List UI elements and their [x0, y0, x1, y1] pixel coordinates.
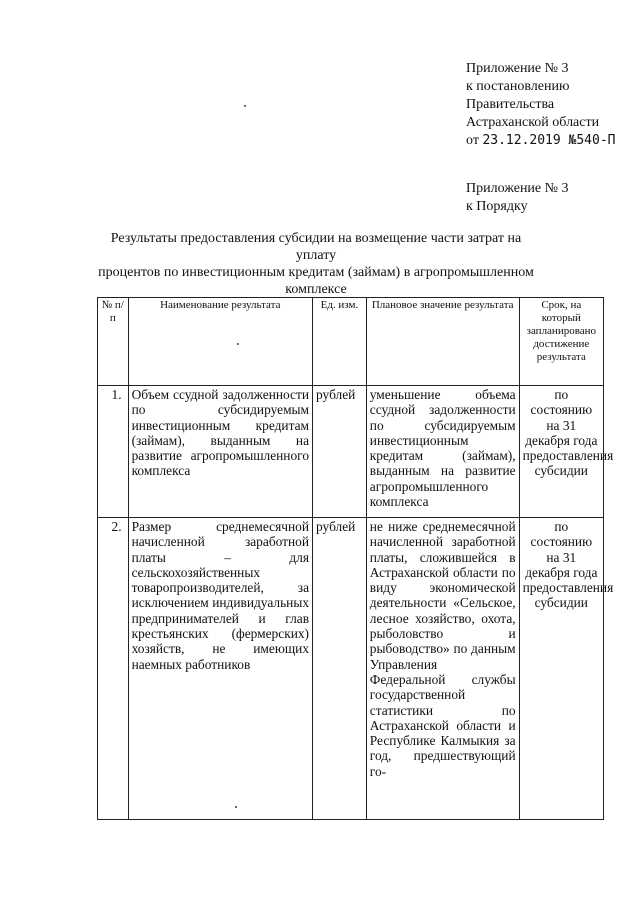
appendix-date-prefix: от — [466, 133, 479, 148]
order-appendix-target: к Порядку — [466, 199, 528, 214]
appendix-government-line: Правительства — [466, 97, 555, 112]
header-num: № п/п — [98, 298, 129, 386]
appendix-date-line — [466, 132, 616, 150]
appendix-date-number: 23.12.2019 №540-П — [482, 133, 616, 148]
table-row — [98, 518, 604, 820]
document-title — [96, 230, 536, 298]
header-unit: Ед. изм. — [313, 298, 367, 386]
header-name: Наименование результата — [128, 298, 312, 386]
row-term: по состоянию на 31 декабря года предоставления субсидии — [519, 518, 603, 820]
scan-speck — [237, 343, 239, 345]
row-num: 1. — [98, 386, 129, 518]
row-plan: не ниже среднемесячной начисленной заработной платы, сложившейся в Астраханской области по виду экономической деятельности «Сельское, лесное хозяйство, охота, рыболовство и рыбоводство» по данным Управления Федеральной службы государственной статистики по Астраханской области и Республике Калмыкия за год, предшествующий го- — [366, 518, 519, 820]
row-name: Размер среднемесячной начисленной заработной платы – для сельскохозяйственных товаропроизводителей, за исключением индивидуальных предпринимателей и глав крестьянских (фермерских) хозяйств, не имеющих наемных работников — [128, 518, 312, 820]
title-line-1: Результаты предоставления субсидии на возмещение части затрат на уплату — [110, 231, 522, 263]
appendix-to-resolution-line: к постановлению — [466, 79, 570, 94]
table-header-row — [98, 298, 604, 386]
row-num: 2. — [98, 518, 129, 820]
results-table — [97, 297, 614, 820]
row-name: Объем ссудной задолженности по субсидируемым инвестиционным кредитам (займам), выданным на развитие агропромышленного комплекса — [128, 386, 312, 518]
title-line-2: процентов по инвестиционным кредитам (займам) в агропромышленном — [98, 265, 534, 280]
appendix-number: Приложение № 3 — [466, 61, 569, 76]
scan-speck — [244, 105, 246, 107]
header-term: Срок, на который запланировано достижение результата — [519, 298, 603, 386]
table-row — [98, 386, 604, 518]
appendix-to-order — [466, 180, 569, 216]
row-unit: рублей — [313, 386, 367, 518]
row-unit: рублей — [313, 518, 367, 820]
appendix-region-line: Астраханской области — [466, 115, 600, 130]
row-plan: уменьшение объема ссудной задолженности по субсидируемым инвестиционным кредитам (займам), выданным на развитие агропромышленного комплекса — [366, 386, 519, 518]
appendix-to-resolution — [466, 60, 616, 150]
title-line-3: комплексе — [285, 282, 347, 297]
scan-speck — [235, 806, 237, 808]
order-appendix-number: Приложение № 3 — [466, 181, 569, 196]
header-plan: Плановое значение результата — [366, 298, 519, 386]
row-term: по состоянию на 31 декабря года предоставления субсидии — [519, 386, 603, 518]
